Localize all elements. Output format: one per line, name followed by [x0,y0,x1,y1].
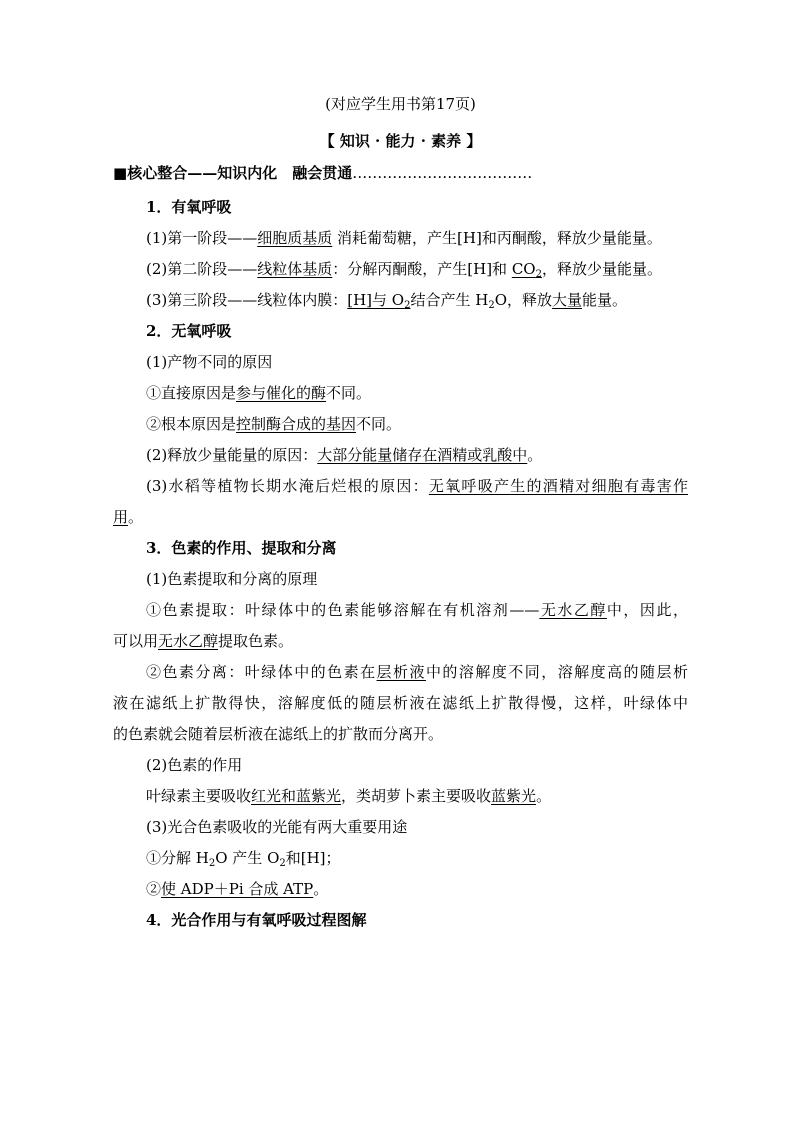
s1-line-2: (2)第二阶段——线粒体基质：分解丙酮酸，产生[H]和 $CO_2$，释放少量能量。 [146,260,662,280]
s2-line-1: (1)产物不同的原因 [146,353,273,371]
s3-line-8: 叶绿素主要吸收红光和蓝紫光，类胡萝卜素主要吸收蓝紫光。 [146,787,552,805]
s1-line-1: (1)第一阶段——细胞质基质 消耗葡萄糖，产生[H]和丙酮酸，释放少量能量。 [146,229,662,247]
section-tag: 【 知识 · 能力 · 素养 】 [319,132,482,150]
s3-line-2: ①色素提取：叶绿体中的色素能够溶解在有机溶剂——无水乙醇中，因此， [146,601,688,619]
s2-line-6: 用。 [113,508,144,526]
leader-dots: ……………………………… [352,164,533,182]
s3-line-7: (2)色素的作用 [146,756,243,774]
page-reference: (对应学生用书第17页) [325,95,476,113]
section-3-title: 3．色素的作用、提取和分离 [146,539,337,557]
section-4-title: 4．光合作用与有氧呼吸过程图解 [146,911,367,929]
s3-line-5: 液在滤纸上扩散得快，溶解度低的随层析液在滤纸上扩散得慢，这样，叶绿体中 [113,694,688,712]
core-heading-text: 核心整合——知识内化 融会贯通 [127,164,353,182]
s3-line-3: 可以用无水乙醇提取色素。 [113,632,294,650]
s1-line-3: (3)第三阶段——线粒体内膜：[H]与 $O_2$结合产生 $H_2O$，释放大量能量。 [146,291,628,311]
square-bullet-icon: ■ [113,164,128,182]
s3-line-6: 的色素就会随着层析液在滤纸上的扩散而分离开。 [113,725,444,743]
s3-line-4: ②色素分离：叶绿体中的色素在层析液中的溶解度不同，溶解度高的随层析 [146,663,688,681]
section-1-title: 1．有氧呼吸 [146,198,232,216]
s2-line-5: (3)水稻等植物长期水淹后烂根的原因：无氧呼吸产生的酒精对细胞有毒害作 [146,477,688,495]
s2-line-4: (2)释放少量能量的原因：大部分能量储存在酒精或乳酸中。 [146,446,543,464]
s3-line-9: (3)光合色素吸收的光能有两大重要用途 [146,818,408,836]
s2-line-3: ②根本原因是控制酶合成的基因不同。 [146,415,402,433]
section-2-title: 2．无氧呼吸 [146,322,232,340]
core-heading [113,163,688,183]
s3-line-10: ①分解 $H_2O$ 产生 $O_2$和[H]； [146,849,341,869]
s2-line-2: ①直接原因是参与催化的酶不同。 [146,384,372,402]
s3-line-11: ②使 ADP＋Pi 合成 ATP。 [146,880,329,898]
s3-line-1: (1)色素提取和分离的原理 [146,570,318,588]
